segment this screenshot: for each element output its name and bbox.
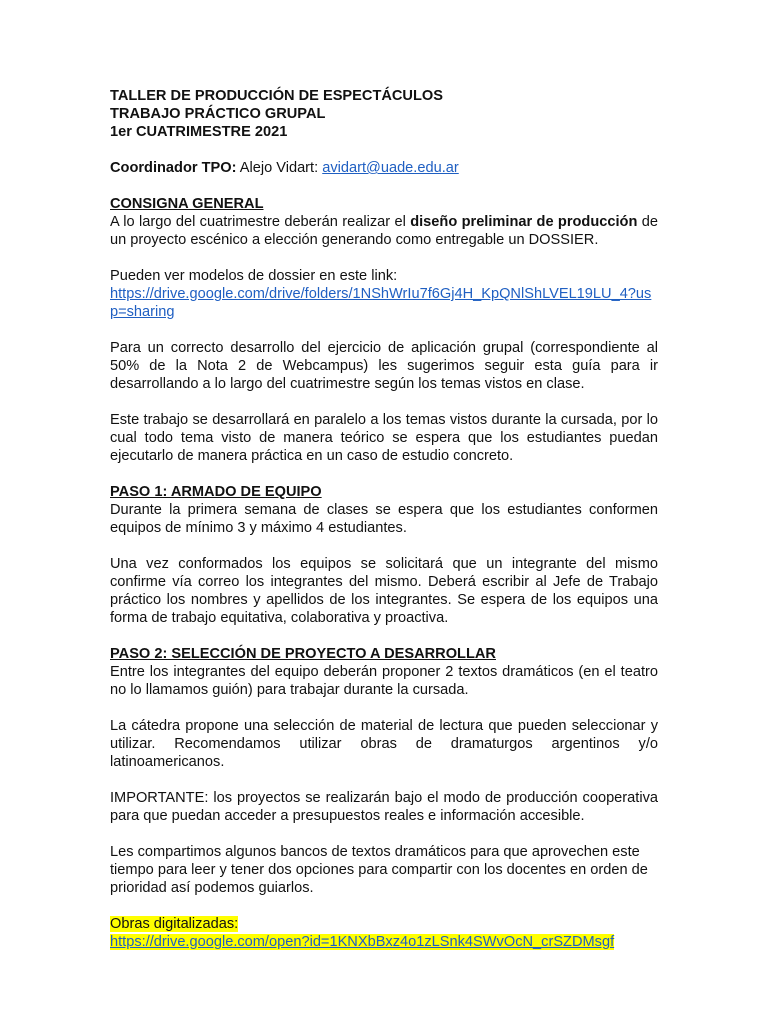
consigna-text-c: de un proyecto escénico a elección generando como entregable un DOSSIER. — [110, 214, 658, 248]
dossier-link-line — [110, 285, 658, 321]
paso2-paragraph-2: La cátedra propone una selección de material de lectura que pueden seleccionar y utilizar. Recomendamos utilizar obras de dramaturgos argentinos y/o latinoamericanos. — [110, 718, 658, 770]
paso1-paragraph-1: Durante la primera semana de clases se espera que los estudiantes conformen equipos de mínimo 3 y máximo 4 estudiantes. — [110, 502, 658, 536]
obras-link-line — [110, 933, 658, 951]
coordinator-label: Coordinador TPO: — [110, 160, 237, 176]
paso2-heading: PASO 2: SELECCIÓN DE PROYECTO A DESARROLLAR — [110, 646, 496, 662]
consigna-heading: CONSIGNA GENERAL — [110, 196, 264, 212]
consigna-paragraph-4: Este trabajo se desarrollará en paralelo a los temas vistos durante la cursada, por lo cual todo tema visto de manera teórico se espera que los estudiantes puedan ejecutarlo de manera práctica en un caso de estudio concreto. — [110, 412, 658, 464]
consigna-text-bold: diseño preliminar de producción — [410, 214, 638, 230]
coordinator-email-link[interactable]: avidart@uade.edu.ar — [322, 160, 459, 176]
course-title: TALLER DE PRODUCCIÓN DE ESPECTÁCULOS — [110, 88, 443, 104]
paso2-paragraph-3: IMPORTANTE: los proyectos se realizarán bajo el modo de producción cooperativa para que puedan acceder a presupuestos reales e información accesible. — [110, 790, 658, 824]
paso2-paragraph-1: Entre los integrantes del equipo deberán proponer 2 textos dramáticos (en el teatro no lo llamamos guión) para trabajar durante la cursada. — [110, 664, 658, 698]
paso2-paragraph-4: Les compartimos algunos bancos de textos dramáticos para que aprovechen este tiempo para leer y tener dos opciones para compartir con los docentes en orden de prioridad así podemos guiarlos. — [110, 844, 648, 896]
obras-digitalizadas-link[interactable]: https://drive.google.com/open?id=1KNXbBxz4o1zLSnk4SWvOcN_crSZDMsgf — [110, 934, 615, 950]
term-title: 1er CUATRIMESTRE 2021 — [110, 124, 288, 140]
assignment-title: TRABAJO PRÁCTICO GRUPAL — [110, 106, 326, 122]
consigna-text-a: A lo largo del cuatrimestre deberán realizar el — [110, 214, 411, 230]
obras-label: Obras digitalizadas: — [110, 916, 239, 932]
coordinator-name: Alejo Vidart: — [236, 160, 323, 176]
document-body — [110, 87, 658, 951]
paso1-paragraph-2: Una vez conformados los equipos se solicitará que un integrante del mismo confirme vía correo los integrantes del mismo. Deberá escribir al Jefe de Trabajo práctico los nombres y apellidos de los integrantes. Se espera de los equipos una forma de trabajo equitativa, colaborativa y proactiva. — [110, 556, 658, 626]
consigna-paragraph-1 — [110, 213, 658, 249]
dossier-models-link[interactable]: https://drive.google.com/drive/folders/1NShWrIu7f6Gj4H_KpQNlShLVEL19LU_4?usp=sharing — [110, 286, 652, 320]
obras-label-line — [110, 915, 658, 933]
paso1-heading: PASO 1: ARMADO DE EQUIPO — [110, 484, 322, 500]
consigna-paragraph-3: Para un correcto desarrollo del ejercicio de aplicación grupal (correspondiente al 50% de la Nota 2 de Webcampus) les sugerimos seguir esta guía para ir desarrollando a lo largo del cuatrimestre según los temas vistos en clase. — [110, 340, 658, 392]
dossier-link-label: Pueden ver modelos de dossier en este link: — [110, 268, 398, 284]
coordinator-line — [110, 159, 658, 177]
